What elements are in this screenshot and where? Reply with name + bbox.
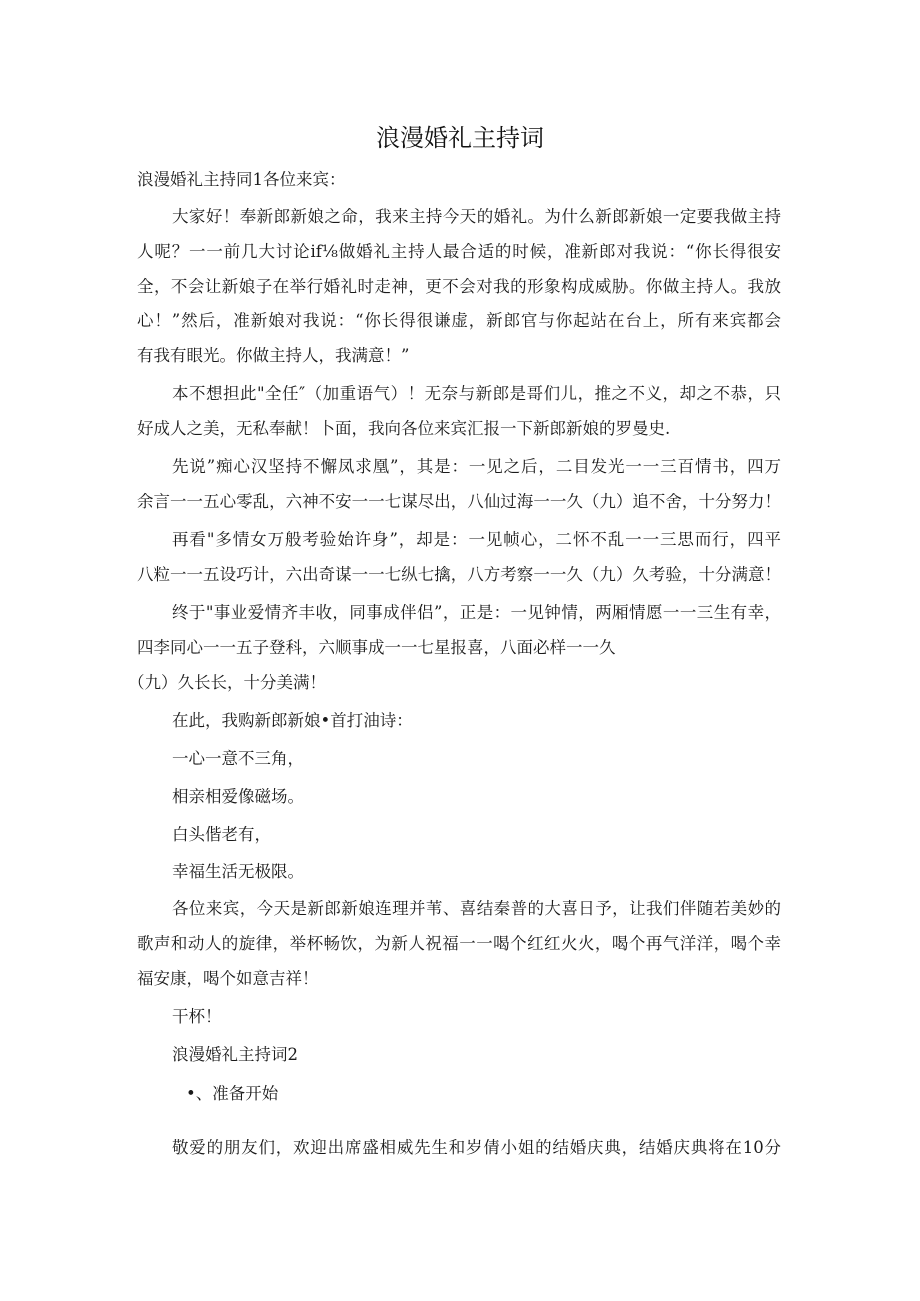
text-line: 在此，我购新郎新娘•首打油诗： bbox=[172, 711, 413, 730]
document-title: 浪漫婚礼主持词 bbox=[376, 124, 544, 152]
section-heading: 浪漫婚礼主持词2 bbox=[172, 1045, 298, 1064]
text-line: 心！”然后，准新娘对我说：“你长得很谦虚，新郎官与你起站在台上，所有来宾都会 bbox=[137, 311, 781, 330]
text-line: 有我有眼光。你做主持人，我满意！” bbox=[137, 346, 410, 365]
text-line: 八粒一一五设巧计，六出奇谋一一七纵七擒，八方考察一一久（九）久考验，十分满意！ bbox=[137, 565, 781, 584]
text-line: 浪漫婚礼主持同1各位来宾： bbox=[137, 170, 346, 189]
text-line: （九）久长长，十分美满！ bbox=[128, 673, 326, 692]
text-line: 福安康，喝个如意吉祥！ bbox=[137, 969, 319, 988]
text-line: 再看"多情女万般考验始许身”，却是：一见帧心，二怀不乱一一三思而行，四平 bbox=[172, 530, 781, 549]
poem-line: 幸福生活无极限。 bbox=[172, 862, 304, 881]
text-line: 人呢？一一前几大讨论if⅛做婚礼主持人最合适的时候，准新郎对我说：“你长得很安 bbox=[137, 242, 781, 261]
text-line: 全，不会让新娘子在举行婚礼时走神，更不会对我的形象构成威胁。你做主持人。我放 bbox=[137, 277, 781, 296]
text-line: 四李同心一一五子登科，六顺事成一一七星报喜，八面必样一一久 bbox=[137, 638, 616, 657]
poem-line: 相亲相爱像磁场。 bbox=[172, 787, 304, 806]
text-line: 本不想担此"全任″（加重语气）！无奈与新郎是哥们儿，推之不义，却之不恭，只 bbox=[172, 384, 781, 403]
text-line: 终于"事业爱情齐丰收，同事成伴侣”，正是：一见钟情，两厢情愿一一三生有幸， bbox=[172, 603, 781, 622]
text-line: 余言一一五心零乱，六神不安一一七谋尽出，八仙过海一一久（九）追不舍，十分努力！ bbox=[137, 492, 781, 511]
poem-line: 白头偕老有， bbox=[172, 825, 271, 844]
text-line: 干杯！ bbox=[172, 1007, 222, 1026]
text-line: 歌声和动人的旋律，举杯畅饮，为新人祝福一一喝个红红火火，喝个再气洋洋，喝个幸 bbox=[137, 934, 781, 953]
poem-line: 一心一意不三角， bbox=[172, 749, 304, 768]
text-line: 好成人之美，无私奉献！卜面，我向各位来宾汇报一下新郎新娘的罗曼史. bbox=[137, 419, 671, 438]
text-line: 各位来宾，今天是新郎新娘连理并苇、喜结秦普的大喜日予，让我们伴随若美妙的 bbox=[172, 899, 781, 918]
text-line: 先说”痴心汉坚持不懈凤求凰”，其是：一见之后，二目发光一一三百情书，四万 bbox=[172, 457, 781, 476]
text-line: 大家好！奉新郎新娘之命，我来主持今天的婚礼。为什么新郎新娘一定要我做主持 bbox=[172, 207, 781, 226]
subsection-heading: •、准备开始 bbox=[186, 1084, 279, 1103]
text-line: 敬爱的朋友们，欢迎出席盛相威先生和岁倩小姐的结婚庆典，结婚庆典将在10分 bbox=[172, 1138, 781, 1157]
